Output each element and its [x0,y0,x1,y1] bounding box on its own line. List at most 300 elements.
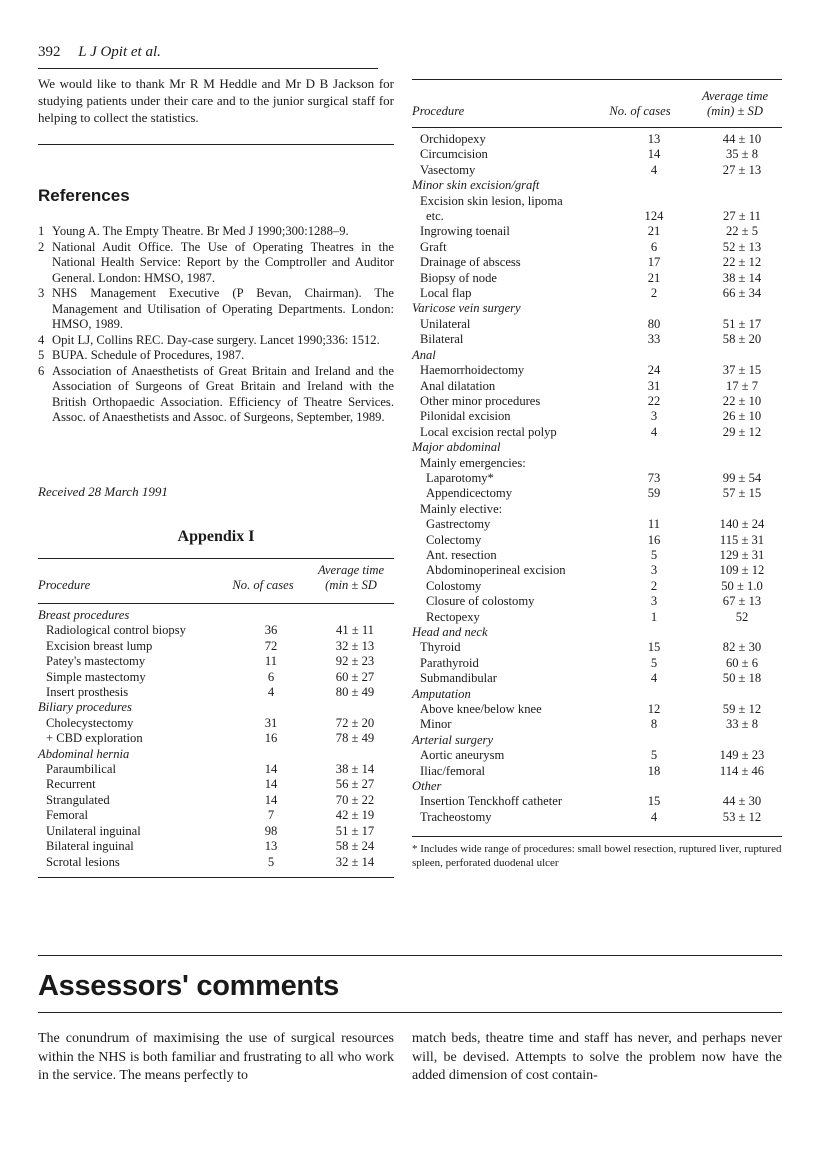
time-cell: 22 ± 5 [725,224,759,239]
time-cell: 99 ± 54 [722,470,762,485]
col-header-cases [592,89,688,104]
cases-cell: 5 [267,854,275,869]
time-cell: 58 ± 24 [335,839,375,854]
time-cell: 37 ± 15 [722,363,762,378]
time-cell: 59 ± 12 [722,702,762,717]
table-row [38,855,394,870]
reference-item [38,348,394,364]
procedure-cell: Haemorrhoidectomy [420,363,525,378]
time-cell: 29 ± 12 [722,424,762,439]
cases-cell: 7 [267,808,275,823]
table-row [412,409,782,424]
table-category-row [412,440,782,455]
cases-cell: 12 [647,702,661,717]
table-row [412,517,782,532]
table-category-row [412,301,782,316]
procedure-cell: Iliac/femoral [420,763,486,778]
table-row [38,685,394,700]
table-row [412,147,782,162]
time-cell [702,687,782,702]
time-cell: 41 ± 11 [336,623,374,638]
time-cell: 57 ± 15 [722,486,762,501]
cases-cell: 4 [650,671,658,686]
procedure-cell: Unilateral inguinal [46,823,141,838]
time-cell: 38 ± 14 [335,762,375,777]
table-row [412,471,782,486]
time-cell: 70 ± 22 [335,792,375,807]
table-row [38,716,394,731]
appendix-table-left [38,608,394,870]
reference-number: 2 [38,239,45,254]
time-cell: 140 ± 24 [719,517,765,532]
procedure-cell: Anal dilatation [420,378,496,393]
table-row [412,594,782,609]
procedure-cell: Other minor procedures [420,393,541,408]
cases-cell: 18 [647,763,661,778]
table-category-row [38,608,394,623]
table-row [412,317,782,332]
reference-text: Opit LJ, Collins REC. Day-case surgery. Lancet 1990;336: 1512. [52,332,380,347]
cases-cell: 4 [267,685,275,700]
time-cell: 26 ± 10 [722,409,762,424]
table-header-rule-left [38,603,394,604]
procedure-cell: Scrotal lesions [46,854,120,869]
col-header-cases [218,563,308,578]
procedure-cell: Radiological control biopsy [46,623,186,638]
cases-cell: 98 [264,823,278,838]
cases-cell: 3 [650,409,658,424]
procedure-cell: Excision skin lesion, lipoma [420,193,563,208]
cases-cell: 13 [647,132,661,146]
table-row [412,194,782,209]
procedure-cell: Breast procedures [38,608,130,622]
appendix-table-right [412,132,782,825]
cases-cell: 80 [647,316,661,331]
col-header-procedure-label: Procedure [38,578,91,593]
procedure-cell: Pilonidal excision [420,409,511,424]
time-cell: 17 ± 7 [725,378,759,393]
table-row [412,363,782,378]
table-row [38,623,394,638]
cases-cell [606,779,702,794]
cases-cell: 17 [647,255,661,270]
time-cell: 129 ± 31 [719,547,765,562]
table-category-row [412,625,782,640]
cases-cell: 59 [647,486,661,501]
cases-cell: 6 [267,669,275,684]
col-header-procedure [38,563,218,578]
table-row [38,824,394,839]
procedure-cell: Drainage of abscess [420,255,521,270]
procedure-cell: Orchidopexy [420,132,486,146]
procedure-cell: Abdominal hernia [38,746,130,761]
cases-cell: 4 [650,809,658,824]
cases-cell: 15 [647,640,661,655]
procedure-cell: Cholecystectomy [46,715,134,730]
time-cell [316,608,394,623]
cases-cell: 16 [264,731,278,746]
time-cell [702,779,782,794]
time-cell: 114 ± 46 [719,763,765,778]
procedure-cell: Rectopexy [426,609,480,624]
table-top-rule-left [38,558,394,559]
time-cell: 44 ± 30 [722,794,762,809]
table-category-row [412,178,782,193]
table-row [412,163,782,178]
time-cell: 35 ± 8 [725,147,759,162]
time-cell: 66 ± 34 [722,286,762,301]
appendix-table-right-header [412,89,782,120]
table-row [412,548,782,563]
reference-text: NHS Management Executive (P Bevan, Chairman). The Management and Utilisation of Operating Departments. London: HMSO, 1989. [52,286,394,331]
cases-cell: 14 [264,792,278,807]
time-cell: 52 ± 13 [722,239,762,254]
table-row [38,777,394,792]
procedure-cell: Local excision rectal polyp [420,424,557,439]
cases-cell: 3 [650,563,658,578]
table-category-row [38,747,394,762]
cases-cell: 3 [650,594,658,609]
procedure-cell: Graft [420,239,447,254]
cases-cell [606,502,702,517]
cases-cell: 2 [650,578,658,593]
col-header-cases-label: No. of cases [232,578,294,593]
cases-cell [606,687,702,702]
procedure-cell: + CBD exploration [46,731,143,746]
time-cell: 92 ± 23 [335,654,375,669]
time-cell [702,440,782,455]
table-row [412,764,782,779]
table-row [412,379,782,394]
procedure-cell: Other [412,779,442,794]
time-cell: 22 ± 12 [722,255,762,270]
cases-cell [606,440,702,455]
cases-cell: 4 [650,162,658,177]
cases-cell: 4 [650,424,658,439]
reference-text: National Audit Office. The Use of Operating Theatres in the National Health Service: Report by the Comptroller and Auditor General. London: HMSO, 1987. [52,239,394,285]
cases-cell: 13 [264,839,278,854]
cases-cell [606,348,702,363]
time-cell: 42 ± 19 [335,808,375,823]
time-cell [316,747,394,762]
table-category-row [412,348,782,363]
reference-number: 6 [38,363,45,378]
table-row [38,793,394,808]
procedure-cell: Colectomy [426,532,482,547]
procedure-cell: Ant. resection [426,547,497,562]
procedure-cell: Closure of colostomy [426,594,535,609]
table-row [38,639,394,654]
procedure-cell: Laparotomy* [426,470,494,485]
cases-cell [226,747,316,762]
procedure-cell: Minor skin excision/graft [412,178,540,193]
cases-cell: 22 [647,393,661,408]
time-cell: 72 ± 20 [335,715,375,730]
table-row [412,394,782,409]
table-row [38,808,394,823]
cases-cell: 14 [647,147,661,162]
appendix-table-left-header [38,563,394,594]
col-header-procedure-label: Procedure [412,104,465,119]
reference-text: Young A. The Empty Theatre. Br Med J 1990;300:1288–9. [52,224,349,238]
time-cell: 33 ± 8 [725,717,759,732]
time-cell: 60 ± 27 [335,669,375,684]
reference-item [38,224,394,240]
time-cell: 82 ± 30 [722,640,762,655]
reference-item [38,286,394,333]
table-row [412,794,782,809]
cases-cell: 33 [647,332,661,347]
time-cell [702,502,782,517]
time-cell: 38 ± 14 [722,270,762,285]
procedure-cell: Colostomy [426,578,482,593]
col-header-time: Average time [317,563,385,577]
assessors-heading: Assessors' comments [38,970,340,1002]
table-row [38,670,394,685]
time-cell: 115 ± 31 [719,532,765,547]
time-cell: 52 [735,609,749,624]
time-cell: 67 ± 13 [722,594,762,609]
time-cell [702,301,782,316]
cases-cell: 1 [650,609,658,624]
table-row [412,502,782,517]
time-cell: 50 ± 1.0 [721,578,763,593]
table-row [412,717,782,732]
running-header [38,44,161,61]
table-footnote: * Includes wide range of procedures: small bowel resection, ruptured liver, ruptured spleen, perforated duodenal ulcer [412,843,782,869]
cases-cell: 31 [264,715,278,730]
procedure-cell: Local flap [420,286,472,301]
time-cell [702,194,782,209]
procedure-cell: Paraumbilical [46,762,116,777]
procedure-cell: Biopsy of node [420,270,497,285]
table-row [412,209,782,224]
table-category-row [412,687,782,702]
cases-cell: 5 [650,655,658,670]
cases-cell: 11 [264,654,278,669]
time-cell: 56 ± 27 [335,777,375,792]
cases-cell [606,194,702,209]
col-header-procedure [412,89,592,104]
cases-cell: 21 [647,270,661,285]
col-header-time-label: (min) ± SD [707,104,763,119]
cases-cell [226,608,316,623]
table-row [412,702,782,717]
table-row [412,132,782,147]
table-row [412,456,782,471]
appendix-title: Appendix I [177,528,255,545]
procedure-cell: Gastrectomy [426,517,491,532]
procedure-cell: Insertion Tenckhoff catheter [420,794,563,809]
procedure-cell: Simple mastectomy [46,669,146,684]
table-row [412,271,782,286]
time-cell: 51 ± 17 [335,823,375,838]
ack-rule [38,144,394,145]
time-cell: 78 ± 49 [335,731,375,746]
table-row [38,839,394,854]
procedure-cell: Bilateral inguinal [46,839,134,854]
procedure-cell: Varicose vein surgery [412,301,521,316]
time-cell: 32 ± 14 [335,854,375,869]
procedure-cell: Appendicectomy [426,486,513,501]
reference-item [38,364,394,426]
table-row [38,654,394,669]
col-header-cases-label: No. of cases [609,104,671,119]
cases-cell: 5 [650,748,658,763]
procedure-cell: Parathyroid [420,655,479,670]
time-cell [702,733,782,748]
procedure-cell: Femoral [46,808,88,823]
assessors-paragraph-left: The conundrum of maximising the use of surgical resources within the NHS is both familiar and frustrating to all who work in the service. The means perfectly to [38,1031,394,1083]
procedure-cell: Arterial surgery [412,732,494,747]
time-cell: 27 ± 13 [722,162,762,177]
procedure-cell: Patey's mastectomy [46,654,146,669]
cases-cell [226,700,316,715]
table-row [412,748,782,763]
time-cell: 22 ± 10 [722,393,762,408]
table-row [412,810,782,825]
time-cell: 44 ± 10 [722,132,762,146]
procedure-cell: Insert prosthesis [46,685,129,700]
acknowledgement: We would like to thank Mr R M Heddle and Mr D B Jackson for studying patients under their care and to the junior surgical staff for helping to collect the statistics. [38,76,394,125]
table-category-row [38,700,394,715]
procedure-cell: Above knee/below knee [420,702,542,717]
cases-cell: 11 [647,517,661,532]
table-category-row [412,779,782,794]
procedure-cell: Amputation [412,686,471,701]
cases-cell: 73 [647,470,661,485]
table-category-row [412,733,782,748]
procedure-cell: Major abdominal [412,440,501,455]
references-heading: References [38,186,130,205]
table-row [38,762,394,777]
cases-cell: 2 [650,286,658,301]
time-cell [316,700,394,715]
table-bottom-rule-left [38,877,394,878]
cases-cell: 14 [264,777,278,792]
table-row [412,332,782,347]
table-row [412,533,782,548]
cases-cell: 72 [264,638,278,653]
assessors-rule [38,1012,782,1013]
procedure-cell: Minor [420,717,452,732]
procedure-cell: Head and neck [412,625,488,639]
time-cell: 51 ± 17 [722,316,762,331]
cases-cell: 36 [264,623,278,638]
cases-cell: 5 [650,547,658,562]
procedure-cell: Ingrowing toenail [420,224,510,239]
table-row [412,610,782,625]
page-number: 392 [38,44,61,60]
procedure-cell: Mainly emergencies: [420,455,526,470]
table-top-rule-right [412,79,782,80]
col-header-time-label: (min ± SD [325,578,377,593]
procedure-cell: Abdominoperineal excision [426,563,566,578]
time-cell: 60 ± 6 [725,655,759,670]
procedure-cell: Circumcision [420,147,488,162]
procedure-cell: Anal [412,347,436,362]
references-list [38,224,394,426]
time-cell: 58 ± 20 [722,332,762,347]
reference-number: 3 [38,286,45,300]
cases-cell: 16 [647,532,661,547]
procedure-cell: Biliary procedures [38,700,132,715]
table-header-rule-right [412,127,782,128]
table-row [412,640,782,655]
reference-number: 4 [38,332,45,347]
time-cell [702,625,782,640]
table-row [412,425,782,440]
reference-item [38,240,394,287]
cases-cell: 24 [647,363,661,378]
section-rule [38,955,782,956]
table-row [412,671,782,686]
reference-text: BUPA. Schedule of Procedures, 1987. [52,348,245,362]
time-cell: 80 ± 49 [335,685,375,700]
cases-cell: 8 [650,717,658,732]
reference-number: 5 [38,348,45,362]
time-cell: 109 ± 12 [719,563,765,578]
col-header-time: Average time [701,89,769,103]
cases-cell: 15 [647,794,661,809]
cases-cell [606,178,702,193]
procedure-cell: Bilateral [420,332,464,347]
table-row [412,563,782,578]
table-row [412,240,782,255]
cases-cell: 31 [647,378,661,393]
time-cell [702,456,782,471]
time-cell [702,178,782,193]
time-cell: 53 ± 12 [722,809,762,824]
time-cell: 50 ± 18 [722,671,762,686]
table-row [38,731,394,746]
time-cell: 149 ± 23 [719,748,765,763]
cases-cell: 124 [644,209,664,224]
time-cell [702,348,782,363]
procedure-cell: Aortic aneurysm [420,748,505,763]
cases-cell [606,301,702,316]
time-cell: 32 ± 13 [335,638,375,653]
procedure-cell: Recurrent [46,777,96,792]
procedure-cell: Strangulated [46,792,110,807]
table-row [412,224,782,239]
cases-cell: 6 [650,239,658,254]
procedure-cell: Submandibular [420,671,497,686]
table-row [412,579,782,594]
procedure-cell: Unilateral [420,316,471,331]
cases-cell: 14 [264,762,278,777]
procedure-cell: Mainly elective: [420,501,503,516]
procedure-cell: Vasectomy [420,162,476,177]
procedure-cell: Tracheostomy [420,809,492,824]
cases-cell [606,625,702,640]
header-rule [38,68,378,69]
table-row [412,255,782,270]
assessors-paragraph-right: match beds, theatre time and staff has never, and perhaps never will, be devised. Attempts to solve the problem now have the added dimension of cost contain- [412,1031,782,1083]
running-authors: L J Opit et al. [78,44,161,60]
table-row [412,486,782,501]
table-row [412,286,782,301]
time-cell: 27 ± 11 [723,209,761,224]
reference-item [38,333,394,349]
table-row [412,656,782,671]
cases-cell [606,733,702,748]
procedure-cell: Excision breast lump [46,638,153,653]
cases-cell: 21 [647,224,661,239]
received-date: Received 28 March 1991 [38,484,168,499]
table-bottom-rule-right [412,836,782,837]
reference-text: Association of Anaesthetists of Great Britain and Ireland and the Association of Surgeons of Great Britain and Ireland with the British Orthopaedic Association. Efficiency of Theatre Services. Assoc. of Anaesthetists and Assoc. of Surgeons, September, 1989. [52,363,394,424]
